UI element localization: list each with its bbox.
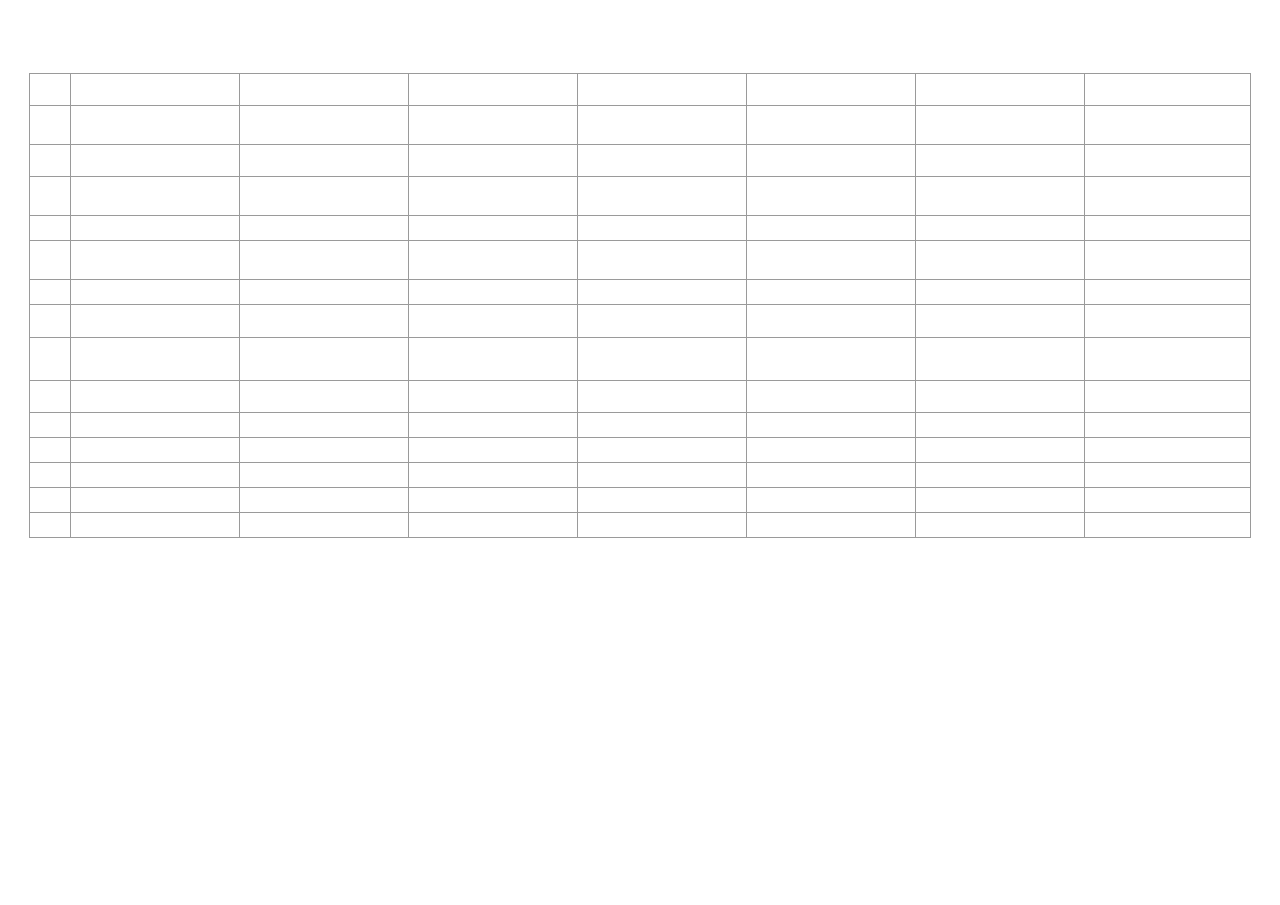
- lesson-cell: [240, 381, 409, 413]
- lesson-cell: [1085, 216, 1251, 241]
- lesson-cell: [578, 241, 747, 280]
- lesson-cell: [409, 216, 578, 241]
- lesson-cell: [578, 513, 747, 538]
- class-header: [1085, 74, 1251, 106]
- lesson-number: [30, 177, 71, 216]
- lesson-cell: [409, 280, 578, 305]
- lesson-cell: [916, 280, 1085, 305]
- lesson-cell: [578, 338, 747, 381]
- lesson-cell: [578, 381, 747, 413]
- lesson-row: [30, 488, 1251, 513]
- lesson-cell: [578, 145, 747, 177]
- lesson-cell: [747, 438, 916, 463]
- lesson-cell: [1085, 106, 1251, 145]
- lesson-cell: [916, 488, 1085, 513]
- lesson-cell: [71, 463, 240, 488]
- class-header: [240, 305, 409, 338]
- lesson-cell: [1085, 338, 1251, 381]
- lesson-cell: [747, 381, 916, 413]
- lesson-row: [30, 513, 1251, 538]
- lesson-cell: [71, 488, 240, 513]
- lesson-cell: [409, 438, 578, 463]
- lesson-cell: [71, 280, 240, 305]
- lesson-number: [30, 438, 71, 463]
- lesson-cell: [71, 241, 240, 280]
- lesson-number: [30, 381, 71, 413]
- lesson-cell: [747, 413, 916, 438]
- lesson-cell: [71, 438, 240, 463]
- lesson-cell: [240, 241, 409, 280]
- lesson-row: [30, 463, 1251, 488]
- lesson-row: [30, 413, 1251, 438]
- lesson-cell: [71, 338, 240, 381]
- lesson-cell: [1085, 488, 1251, 513]
- lesson-cell: [916, 463, 1085, 488]
- lesson-number: [30, 338, 71, 381]
- lesson-cell: [71, 106, 240, 145]
- class-header: [578, 305, 747, 338]
- lesson-cell: [916, 413, 1085, 438]
- lesson-cell: [240, 513, 409, 538]
- lesson-cell: [409, 488, 578, 513]
- lesson-row: [30, 381, 1251, 413]
- lesson-cell: [1085, 513, 1251, 538]
- lesson-row: [30, 280, 1251, 305]
- lesson-cell: [916, 438, 1085, 463]
- lesson-cell: [578, 216, 747, 241]
- class-header-row: [30, 305, 1251, 338]
- lesson-cell: [71, 216, 240, 241]
- class-header: [240, 74, 409, 106]
- lesson-cell: [240, 338, 409, 381]
- lesson-cell: [916, 241, 1085, 280]
- lesson-cell: [1085, 381, 1251, 413]
- class-header: [1085, 305, 1251, 338]
- class-header: [578, 74, 747, 106]
- lesson-cell: [916, 338, 1085, 381]
- class-header: [71, 74, 240, 106]
- lesson-cell: [71, 177, 240, 216]
- corner-cell: [30, 305, 71, 338]
- lesson-cell: [1085, 145, 1251, 177]
- lesson-cell: [578, 438, 747, 463]
- lesson-cell: [747, 463, 916, 488]
- corner-cell: [30, 74, 71, 106]
- lesson-row: [30, 438, 1251, 463]
- lesson-number: [30, 280, 71, 305]
- lesson-cell: [240, 488, 409, 513]
- lesson-cell: [916, 177, 1085, 216]
- lesson-cell: [409, 106, 578, 145]
- lesson-number: [30, 463, 71, 488]
- lesson-cell: [409, 241, 578, 280]
- lesson-cell: [240, 106, 409, 145]
- lesson-row: [30, 177, 1251, 216]
- lesson-cell: [71, 513, 240, 538]
- lesson-row: [30, 106, 1251, 145]
- lesson-cell: [578, 413, 747, 438]
- lesson-cell: [1085, 463, 1251, 488]
- lesson-cell: [409, 177, 578, 216]
- lesson-row: [30, 145, 1251, 177]
- lesson-number: [30, 106, 71, 145]
- lesson-cell: [71, 413, 240, 438]
- lesson-cell: [747, 177, 916, 216]
- lesson-cell: [747, 488, 916, 513]
- lesson-cell: [916, 513, 1085, 538]
- lesson-cell: [747, 338, 916, 381]
- lesson-cell: [747, 106, 916, 145]
- class-header: [747, 74, 916, 106]
- lesson-cell: [409, 381, 578, 413]
- lesson-cell: [747, 145, 916, 177]
- lesson-cell: [1085, 177, 1251, 216]
- lesson-number: [30, 413, 71, 438]
- lesson-number: [30, 145, 71, 177]
- lesson-cell: [747, 280, 916, 305]
- lesson-number: [30, 241, 71, 280]
- lesson-cell: [409, 413, 578, 438]
- lesson-cell: [240, 216, 409, 241]
- lesson-cell: [578, 177, 747, 216]
- class-header-row: [30, 74, 1251, 106]
- lesson-cell: [1085, 241, 1251, 280]
- class-header: [916, 305, 1085, 338]
- lesson-cell: [747, 216, 916, 241]
- lesson-cell: [409, 513, 578, 538]
- lesson-cell: [916, 216, 1085, 241]
- lesson-cell: [71, 381, 240, 413]
- lesson-cell: [240, 463, 409, 488]
- lesson-cell: [578, 463, 747, 488]
- lesson-cell: [747, 513, 916, 538]
- lesson-number: [30, 488, 71, 513]
- lesson-row: [30, 216, 1251, 241]
- class-header: [747, 305, 916, 338]
- class-header: [71, 305, 240, 338]
- lesson-cell: [240, 413, 409, 438]
- lesson-cell: [578, 106, 747, 145]
- lesson-cell: [916, 145, 1085, 177]
- lesson-cell: [578, 280, 747, 305]
- class-header: [916, 74, 1085, 106]
- lesson-cell: [409, 338, 578, 381]
- lesson-cell: [240, 177, 409, 216]
- lesson-cell: [916, 381, 1085, 413]
- lesson-cell: [409, 145, 578, 177]
- lesson-cell: [578, 488, 747, 513]
- lesson-cell: [747, 241, 916, 280]
- lesson-row: [30, 338, 1251, 381]
- class-header: [409, 305, 578, 338]
- lesson-cell: [240, 438, 409, 463]
- lesson-number: [30, 216, 71, 241]
- lesson-cell: [916, 106, 1085, 145]
- class-header: [409, 74, 578, 106]
- lesson-row: [30, 241, 1251, 280]
- lesson-number: [30, 513, 71, 538]
- lesson-cell: [240, 280, 409, 305]
- lesson-cell: [409, 463, 578, 488]
- schedule-table: [29, 73, 1251, 538]
- lesson-cell: [71, 145, 240, 177]
- lesson-cell: [240, 145, 409, 177]
- lesson-cell: [1085, 280, 1251, 305]
- lesson-cell: [1085, 413, 1251, 438]
- lesson-cell: [1085, 438, 1251, 463]
